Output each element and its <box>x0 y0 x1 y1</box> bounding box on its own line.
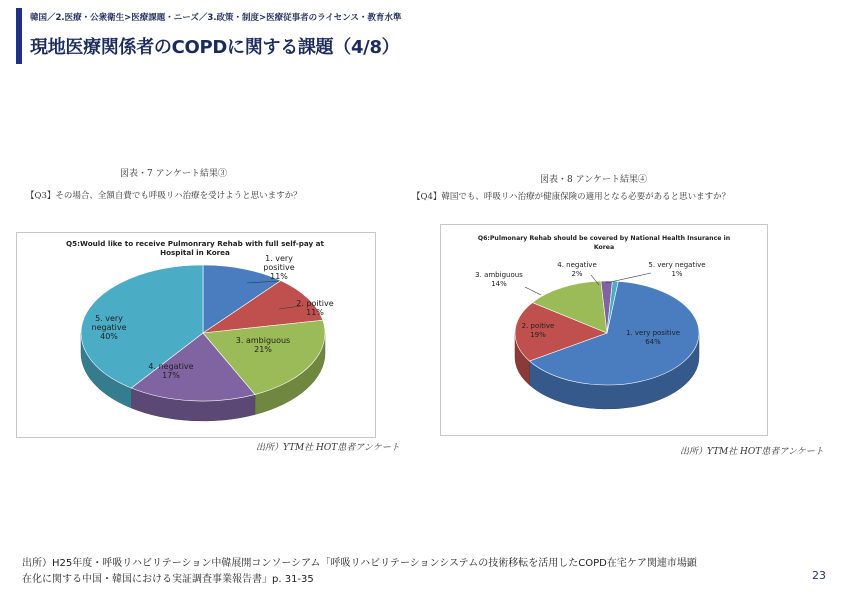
data-label--very-negative: 5. very negative 40% <box>91 314 127 341</box>
data-label--very-positive: 1. very positive 11% <box>263 254 295 281</box>
chart-title-line: Korea <box>593 244 615 251</box>
chart-title-line: Hospital in Korea <box>160 248 230 257</box>
data-label--very-negative: 5. very negative 1% <box>648 261 706 278</box>
chart-1-pie <box>17 233 375 437</box>
figure-8-caption: 図表・8 アンケート結果④ <box>540 175 648 185</box>
data-label--poitive: 2. poitive 19% <box>521 322 555 339</box>
data-label--poitive: 2. poitive 11% <box>296 299 334 317</box>
data-label--very-positive: 1. very positive 64% <box>625 329 681 346</box>
figure-8-source: 出所）YTM社 HOT患者アンケート <box>680 447 824 457</box>
source-footnote <box>22 556 697 588</box>
figure-7-source: 出所）YTM社 HOT患者アンケート <box>256 443 400 453</box>
figure-7-caption: 図表・7 アンケート結果③ <box>120 169 228 179</box>
leader-line <box>606 273 651 283</box>
leader-line <box>525 287 541 295</box>
chart-1-frame <box>16 232 376 438</box>
chart-title-line: Q5:Would like to receive Pulmonrary Rehab with full self-pay at <box>66 239 324 248</box>
source-footnote-line-1: 出所）H25年度・呼吸リハビリテーション中韓展開コンソーシアム「呼吸リハビリテーションシステムの技術移転を活用したCOPD在宅ケア関連市場顕 <box>22 558 697 569</box>
data-label--ambiguous: 3. ambiguous 14% <box>475 271 523 288</box>
chart-title-line: Q6:Pulmonary Rehab should be covered by National Health Insurance in <box>477 235 731 242</box>
chart-2-pie <box>441 225 767 435</box>
data-label--negative: 4. negative 2% <box>557 261 597 278</box>
figure-8-question: 【Q4】韓国でも、呼吸リハ治療が健康保険の適用となる必要があると思いますか？ <box>412 192 731 202</box>
figure-7-question: 【Q3】その場合、全額自費でも呼吸リハ治療を受けようと思いますか？ <box>26 191 302 201</box>
data-label--ambiguous: 3. ambiguous 21% <box>235 336 291 354</box>
page-title: 現地医療関係者のCOPDに関する課題（4/8） <box>30 37 400 58</box>
chart-2-frame <box>440 224 768 436</box>
source-footnote-line-2: 在化に関する中国・韓国における実証調査事業報告書」p. 31-35 <box>22 574 314 585</box>
data-label--negative: 4. negative 17% <box>148 362 194 380</box>
title-accent-bar <box>16 8 22 64</box>
breadcrumb: 韓国／2.医療・公衆衛生>医療課題・ニーズ／3.政策・制度>医療従事者のライセンス・教育水準 <box>30 13 402 23</box>
page-number: 23 <box>812 569 826 582</box>
